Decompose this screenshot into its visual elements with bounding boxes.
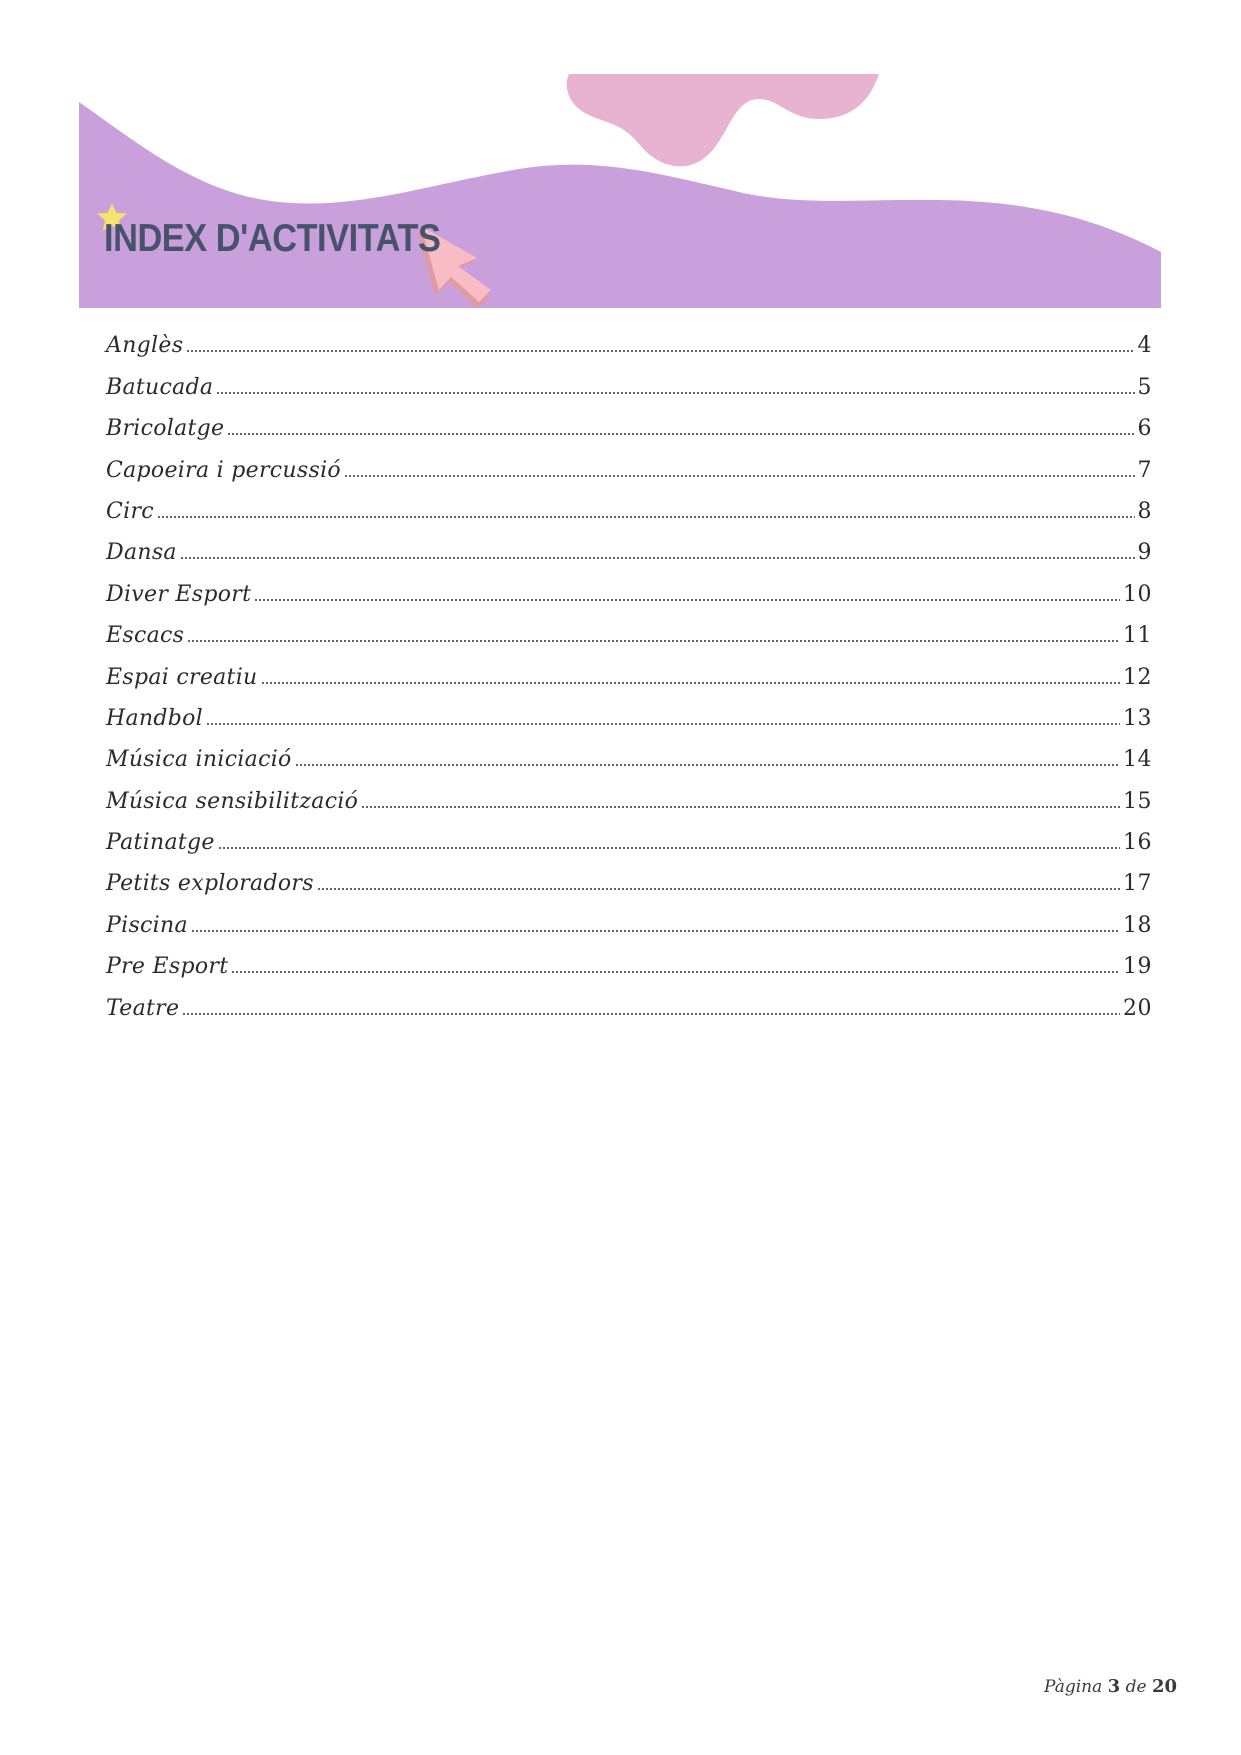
toc-entry-page: 10: [1123, 581, 1152, 607]
toc-entry-page: 20: [1123, 995, 1152, 1021]
toc-entry[interactable]: [106, 357, 1152, 398]
toc-entry[interactable]: [106, 937, 1152, 978]
footer-prefix: Pàgina: [1044, 1677, 1103, 1697]
page-title: INDEX D'ACTIVITATS: [104, 217, 441, 260]
purple-wave-shape: [79, 102, 1161, 308]
toc-entry-label: Música sensibilització: [106, 788, 359, 814]
toc-entry-label: Anglès: [106, 333, 184, 359]
toc-entry[interactable]: [106, 730, 1152, 771]
toc-entry[interactable]: [106, 813, 1152, 854]
toc-entry-label: Circ: [106, 498, 154, 524]
footer-separator: de: [1125, 1677, 1147, 1697]
toc-entry[interactable]: [106, 606, 1152, 647]
toc-entry[interactable]: [106, 523, 1152, 564]
toc-entry-label: Piscina: [106, 912, 188, 938]
toc-entry-page: 7: [1137, 457, 1152, 483]
toc-entry[interactable]: [106, 895, 1152, 936]
dot-leader: [206, 723, 1120, 725]
dot-leader: [180, 557, 1135, 559]
dot-leader: [295, 764, 1120, 766]
toc-entry-page: 19: [1123, 954, 1152, 980]
toc-entry[interactable]: [106, 399, 1152, 440]
toc-entry[interactable]: [106, 771, 1152, 812]
toc-entry[interactable]: [106, 482, 1152, 523]
toc-entry-page: 16: [1123, 830, 1152, 856]
toc-entry[interactable]: [106, 854, 1152, 895]
toc-entry[interactable]: [106, 978, 1152, 1019]
toc-entry-page: 15: [1123, 788, 1152, 814]
dot-leader: [218, 847, 1120, 849]
toc-entry-page: 5: [1137, 374, 1152, 400]
dot-leader: [187, 640, 1120, 642]
dot-leader: [186, 350, 1134, 352]
toc-entry-label: Dansa: [106, 540, 177, 566]
toc-entry-page: 17: [1123, 871, 1152, 897]
footer-total-pages: 20: [1151, 1676, 1177, 1697]
toc-entry[interactable]: [106, 689, 1152, 730]
toc-entry-label: Petits exploradors: [106, 871, 314, 897]
toc-entry-label: Escacs: [106, 623, 185, 649]
toc-entry-label: Patinatge: [106, 830, 215, 856]
table-of-contents: [106, 316, 1152, 1020]
toc-entry-page: 9: [1137, 540, 1152, 566]
pink-blob-shape: [567, 74, 879, 166]
toc-entry-label: Espai creatiu: [106, 664, 258, 690]
toc-entry-label: Teatre: [106, 995, 180, 1021]
toc-entry-label: Diver Esport: [106, 581, 252, 607]
toc-entry-page: 4: [1137, 333, 1152, 359]
toc-entry-page: 18: [1123, 912, 1152, 938]
toc-entry-label: Handbol: [106, 705, 204, 731]
dot-leader: [157, 516, 1135, 518]
toc-entry-label: Capoeira i percussió: [106, 457, 341, 483]
toc-entry-page: 13: [1123, 705, 1152, 731]
toc-entry-label: Batucada: [106, 374, 214, 400]
dot-leader: [254, 599, 1120, 601]
dot-leader: [227, 433, 1134, 435]
toc-entry-page: 14: [1123, 747, 1152, 773]
dot-leader: [317, 888, 1120, 890]
page-number-footer: [1044, 1676, 1177, 1697]
dot-leader: [261, 682, 1121, 684]
toc-entry[interactable]: [106, 647, 1152, 688]
dot-leader: [216, 392, 1134, 394]
toc-entry-page: 11: [1123, 623, 1152, 649]
toc-entry-page: 8: [1137, 498, 1152, 524]
toc-entry[interactable]: [106, 440, 1152, 481]
toc-entry-label: Bricolatge: [106, 416, 225, 442]
dot-leader: [344, 475, 1135, 477]
toc-entry-label: Pre Esport: [106, 954, 229, 980]
toc-entry-label: Música iniciació: [106, 747, 292, 773]
toc-entry-page: 12: [1123, 664, 1152, 690]
dot-leader: [191, 930, 1120, 932]
toc-entry[interactable]: [106, 316, 1152, 357]
dot-leader: [182, 1013, 1120, 1015]
dot-leader: [231, 971, 1120, 973]
header-banner: [79, 74, 1161, 308]
toc-entry-page: 6: [1137, 416, 1152, 442]
toc-entry[interactable]: [106, 564, 1152, 605]
dot-leader: [361, 806, 1120, 808]
footer-current-page: 3: [1107, 1676, 1121, 1697]
